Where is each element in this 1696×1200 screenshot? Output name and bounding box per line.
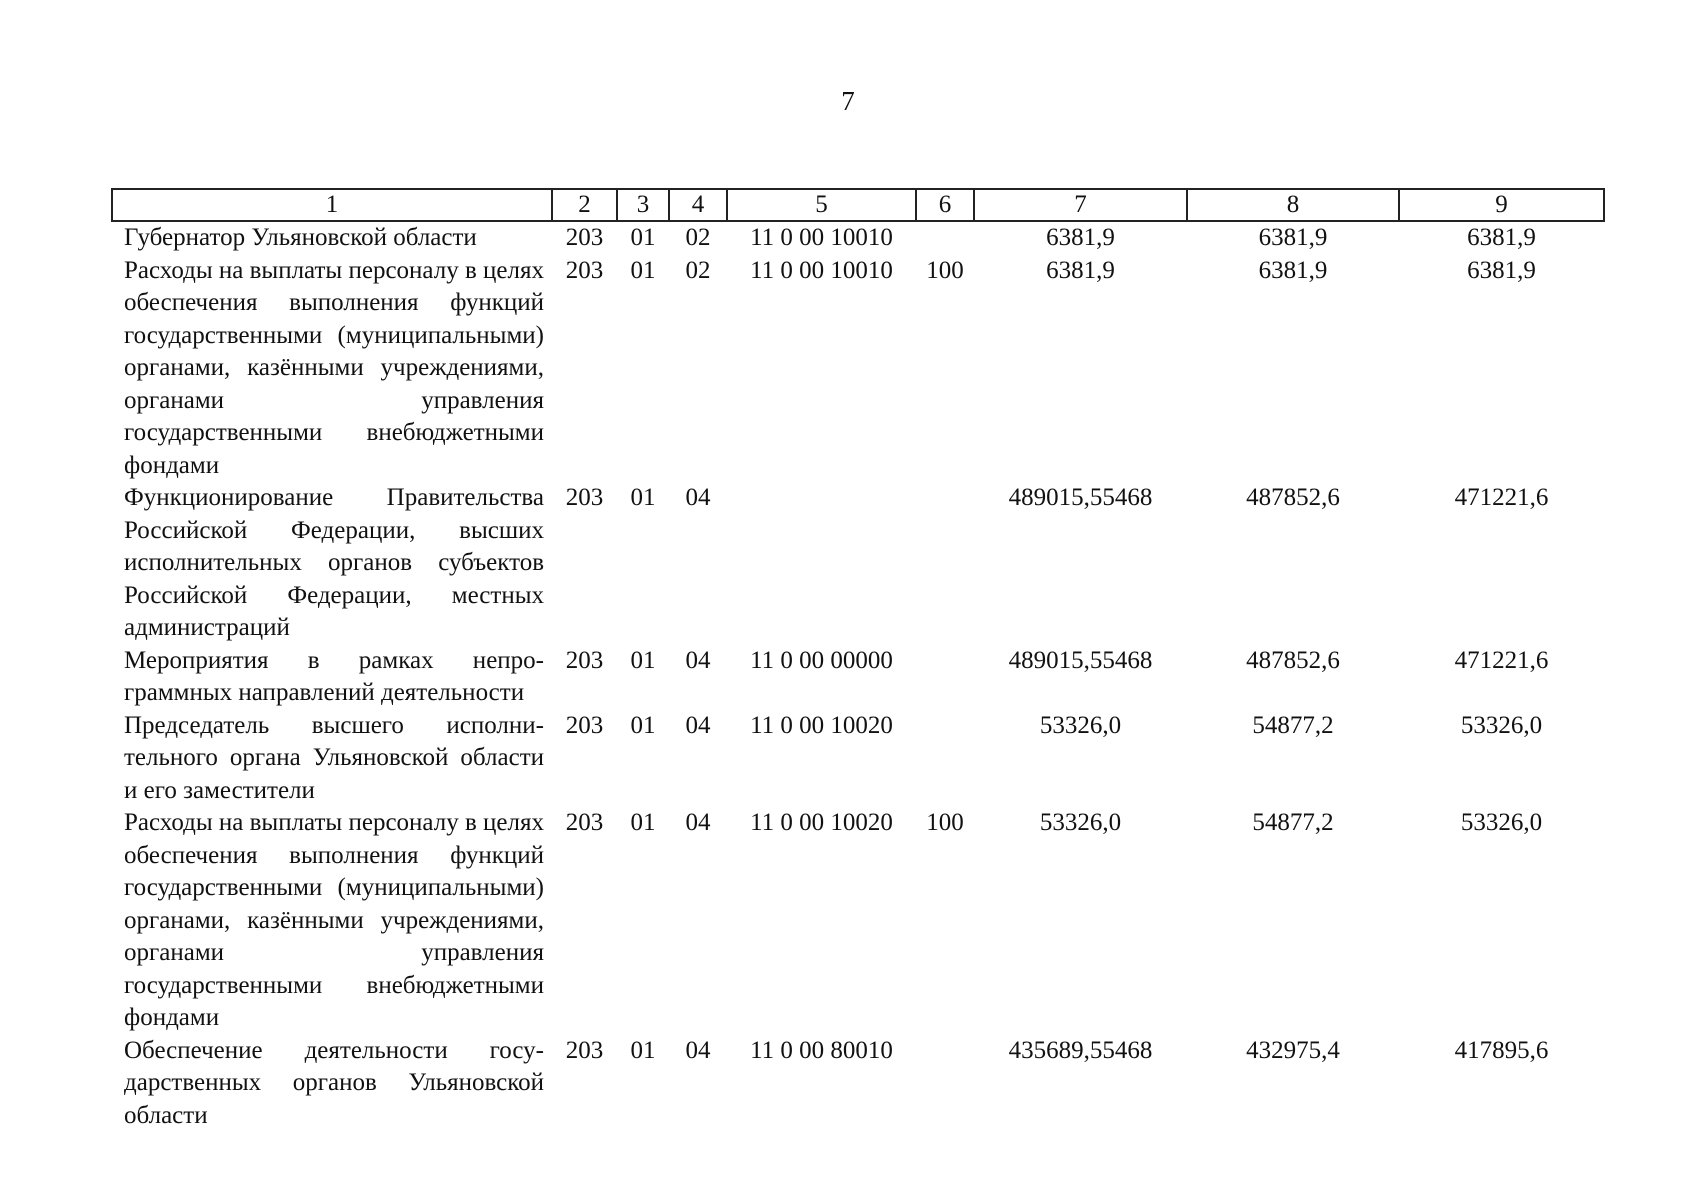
header-col-6: 6 [916, 189, 974, 221]
row-target-article: 11 0 00 10020 [750, 809, 893, 836]
row-amount-col9: 6381,9 [1467, 224, 1536, 251]
row-ministry-code: 203 [565, 711, 604, 739]
row-subsection-code: 02 [685, 224, 711, 251]
row-ministry-code: 203 [565, 1036, 604, 1064]
row-target-article: 11 0 00 10010 [750, 224, 893, 251]
row-amount-col7: 489015,55468 [1008, 646, 1153, 674]
row-amount-col9: 53326,0 [1460, 711, 1543, 739]
row-expense-type: 100 [926, 256, 964, 284]
row-ministry-code: 203 [565, 484, 604, 511]
row-amount-col7: 435689,55468 [1008, 1036, 1153, 1064]
header-col-5: 5 [727, 189, 916, 221]
header-col-7: 7 [974, 189, 1187, 221]
row-amount-col9: 417895,6 [1454, 1036, 1549, 1064]
row-target-article: 11 0 00 10010 [750, 256, 893, 284]
row-section-code: 01 [630, 711, 656, 739]
row-expense-type [916, 1035, 974, 1133]
table-row [112, 807, 1604, 1035]
row-name: Председатель высшего исполнительного органа Ульяновской области и его заместители [124, 711, 544, 804]
row-amount-col7: 6381,9 [1046, 224, 1115, 251]
row-ministry-code: 203 [565, 646, 604, 674]
row-target-article [727, 482, 916, 645]
table-row [112, 645, 1604, 710]
row-name: Обеспечение деятельности государственных органов Ульяновской области [124, 1036, 544, 1129]
row-section-code: 01 [630, 646, 656, 674]
header-col-8: 8 [1187, 189, 1399, 221]
header-row [112, 189, 1604, 221]
row-subsection-code: 04 [685, 484, 711, 511]
row-amount-col7: 489015,55468 [1008, 484, 1153, 511]
row-amount-col9: 471221,6 [1454, 484, 1549, 511]
header-col-9: 9 [1399, 189, 1604, 221]
budget-table [111, 188, 1605, 1132]
row-amount-col9: 53326,0 [1460, 809, 1543, 836]
row-expense-type [916, 645, 974, 710]
row-subsection-code: 04 [685, 646, 711, 674]
header-col-1: 1 [112, 189, 552, 221]
table-row [112, 710, 1604, 808]
header-col-3: 3 [617, 189, 669, 221]
row-section-code: 01 [630, 809, 656, 836]
row-target-article: 11 0 00 80010 [750, 1036, 893, 1064]
row-name: Мероприятия в рамках непрограммных направлений деятельности [124, 646, 544, 706]
row-expense-type: 100 [926, 809, 964, 836]
row-amount-col7: 53326,0 [1039, 711, 1122, 739]
row-amount-col7: 53326,0 [1039, 809, 1122, 836]
row-ministry-code: 203 [565, 224, 604, 251]
table-row [112, 482, 1604, 645]
row-subsection-code: 04 [685, 809, 711, 836]
row-ministry-code: 203 [565, 256, 604, 284]
row-amount-col8: 487852,6 [1246, 646, 1340, 674]
row-amount-col7: 6381,9 [1046, 256, 1115, 284]
row-name: Функционирование Правительства Российской Федерации, высших исполнительных органов субъектов Российской Федерации, местных администраций [124, 484, 544, 641]
row-amount-col9: 6381,9 [1467, 256, 1536, 284]
row-amount-col8: 6381,9 [1258, 256, 1328, 284]
row-section-code: 01 [630, 1036, 656, 1064]
row-expense-type [916, 221, 974, 255]
table-row [112, 221, 1604, 255]
row-ministry-code: 203 [565, 809, 604, 836]
row-amount-col8: 54877,2 [1252, 809, 1334, 836]
row-amount-col8: 432975,4 [1246, 1036, 1340, 1064]
row-target-article: 11 0 00 00000 [750, 646, 893, 674]
header-col-2: 2 [552, 189, 617, 221]
header-col-4: 4 [669, 189, 727, 221]
row-target-article: 11 0 00 10020 [750, 711, 893, 739]
row-amount-col8: 6381,9 [1258, 224, 1328, 251]
row-subsection-code: 02 [685, 256, 711, 284]
row-name: Расходы на выплаты персоналу в целях обеспечения выполнения функций государственными (муниципальными) органами, казёнными учреждениями, органами управления государственными внебюджетными фондами [124, 256, 544, 479]
row-amount-col9: 471221,6 [1454, 646, 1549, 674]
row-expense-type [916, 482, 974, 645]
page-number: 7 [841, 86, 855, 116]
row-amount-col8: 54877,2 [1252, 711, 1334, 739]
row-expense-type [916, 710, 974, 808]
row-subsection-code: 04 [685, 1036, 711, 1064]
table-row [112, 1035, 1604, 1133]
row-section-code: 01 [630, 484, 656, 511]
table-row [112, 255, 1604, 483]
row-subsection-code: 04 [685, 711, 711, 739]
row-name: Губернатор Ульяновской области [124, 224, 477, 251]
row-section-code: 01 [630, 224, 656, 251]
row-amount-col8: 487852,6 [1246, 484, 1340, 511]
row-section-code: 01 [630, 256, 656, 284]
row-name: Расходы на выплаты персоналу в целях обеспечения выполнения функций государственными (муниципальными) органами, казёнными учреждениями, органами управления государственными внебюджетными фондами [124, 809, 544, 1031]
